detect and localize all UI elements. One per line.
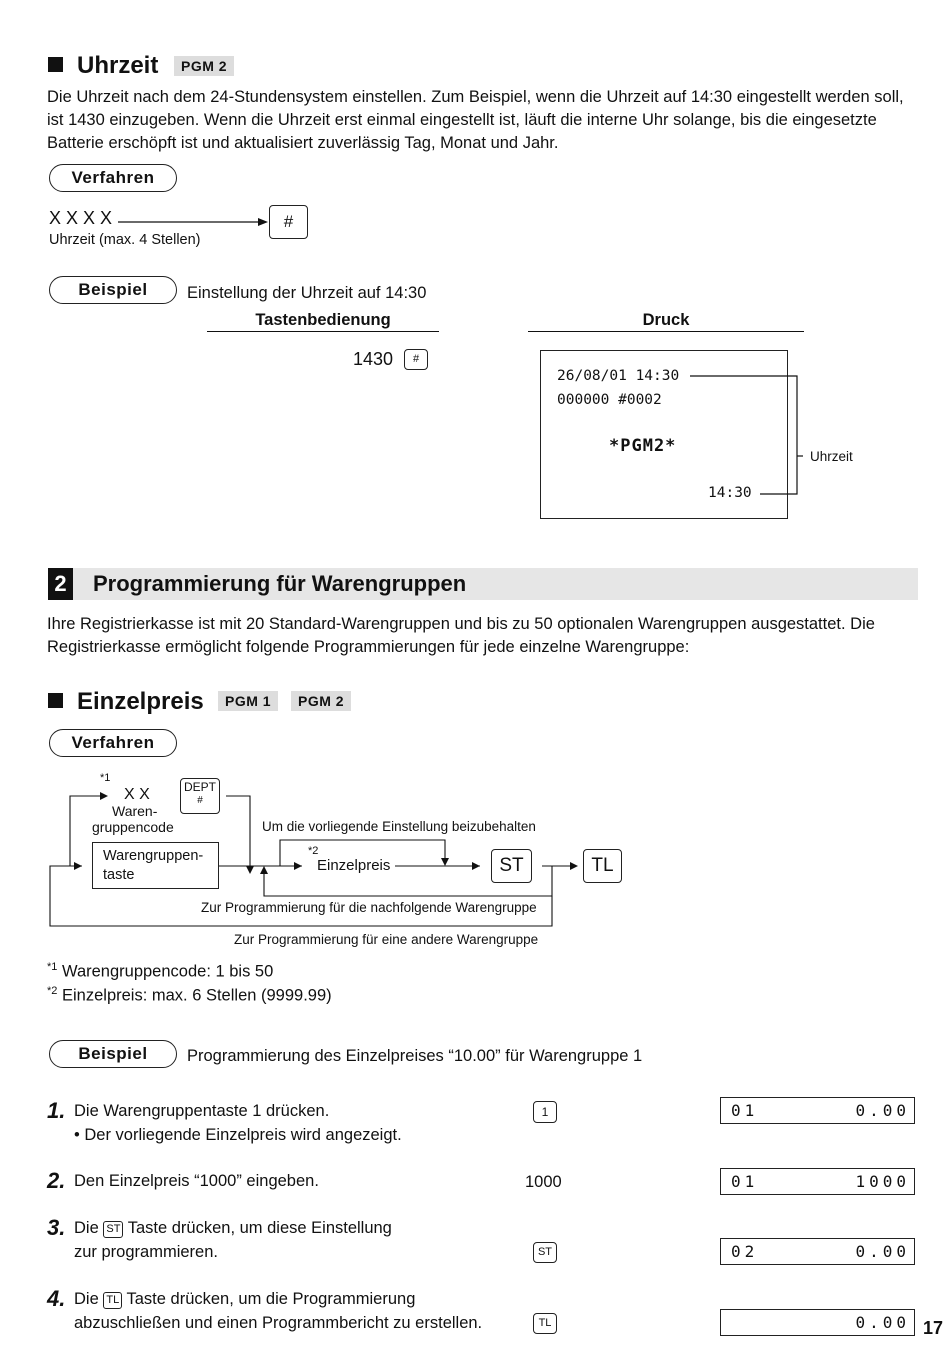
keep-label: Um die vorliegende Einstellung beizubehalten: [262, 819, 536, 834]
section-paragraph: Ihre Registrierkasse ist mit 20 Standard-Warengruppen und bis zu 50 optionalen Warengruppen ausgestattet. Die Registrierkasse ermöglicht folgende Programmierungen für jede einzelne Warengruppe:: [47, 615, 875, 656]
dept-key-hash: #: [197, 795, 203, 806]
xxxx-caption: Uhrzeit (max. 4 Stellen): [49, 232, 201, 248]
verfahren-label: Verfahren: [49, 164, 177, 192]
pgm2-badge: PGM 2: [174, 56, 234, 76]
einzelpreis-title: Einzelpreis: [77, 688, 204, 715]
step-4-pre: Die: [74, 1290, 99, 1308]
step-1-display-left: 01: [731, 1101, 759, 1120]
step-1-line-2: • Der vorliegende Einzelpreis wird angezeigt.: [74, 1126, 402, 1144]
step-2-line-1: Den Einzelpreis “1000” eingeben.: [74, 1172, 319, 1190]
hash-key-small: #: [404, 349, 428, 370]
footnote-2: [47, 985, 332, 1006]
step-4-line-2: abzuschließen und einen Programmbericht zu erstellen.: [74, 1314, 483, 1332]
step-4-key: TL: [533, 1313, 557, 1334]
beispiel-label-2: Beispiel: [49, 1040, 177, 1068]
pgm2-badge-b: PGM 2: [291, 691, 351, 711]
footnote-1-mark: *1: [47, 961, 58, 973]
xxxx-input: X X X X: [49, 208, 113, 228]
hash-key: #: [269, 205, 308, 239]
tl-key: TL: [583, 849, 622, 883]
step-3-key: ST: [533, 1242, 557, 1263]
taste-box: [92, 842, 219, 889]
footnote-mark-2: *2: [308, 845, 319, 857]
step-3-line-1: [74, 1219, 392, 1238]
step-1-key: 1: [533, 1101, 557, 1123]
tasten-value: 1430: [353, 349, 394, 369]
st-inline-key: ST: [103, 1221, 123, 1238]
step-4-line-1: [74, 1290, 415, 1309]
step-3-number: 3.: [47, 1215, 66, 1240]
step-2-display-right: 1000: [855, 1172, 910, 1191]
step-4-display-right: 0.00: [855, 1313, 910, 1332]
receipt-callout: Uhrzeit: [810, 449, 853, 464]
step-1-display: [720, 1097, 915, 1124]
step-3-display-right: 0.00: [855, 1242, 910, 1261]
other-group-label: Zur Programmierung für eine andere Warengruppe: [234, 932, 539, 947]
code-label-2: gruppencode: [92, 819, 174, 835]
step-3-display-left: 02: [731, 1242, 759, 1261]
step-2-display: [720, 1168, 915, 1195]
step-4-number: 4.: [47, 1286, 66, 1311]
xx-input: X X: [124, 786, 150, 803]
footnote-1-text: Warengruppencode: 1 bis 50: [62, 962, 274, 981]
receipt-line-2: 000000 #0002: [557, 392, 662, 408]
step-1-line-1: Die Warengruppentaste 1 drücken.: [74, 1102, 330, 1120]
uhrzeit-title: Uhrzeit: [77, 52, 159, 79]
step-2-number: 2.: [47, 1168, 66, 1193]
page-number: 17: [923, 1318, 944, 1338]
section-title: Programmierung für Warengruppen: [93, 571, 467, 596]
pgm1-badge: PGM 1: [218, 691, 278, 711]
footnote-2-mark: *2: [47, 985, 58, 997]
st-key: ST: [491, 849, 532, 883]
beispiel-text-2: Programmierung des Einzelpreises “10.00” für Warengruppe 1: [187, 1047, 643, 1065]
druck-header: Druck: [528, 311, 804, 332]
next-group-label: Zur Programmierung für die nachfolgende Warengruppe: [201, 900, 537, 915]
footnote-2-text: Einzelpreis: max. 6 Stellen (9999.99): [62, 986, 332, 1005]
taste-label-1: Warengruppen-: [103, 848, 204, 864]
step-3-post: Taste drücken, um diese Einstellung: [127, 1219, 392, 1237]
receipt-line-3: *PGM2*: [609, 436, 677, 456]
step-4-display: [720, 1309, 915, 1336]
footnote-mark-1: *1: [100, 772, 111, 784]
step-2-display-left: 01: [731, 1172, 759, 1191]
section-number: 2: [48, 568, 73, 600]
step-3-pre: Die: [74, 1219, 99, 1237]
uhrzeit-heading: [48, 52, 158, 80]
einzelpreis-heading: [48, 688, 204, 716]
footnote-1: [47, 961, 273, 982]
receipt-line-1: 26/08/01 14:30: [557, 368, 680, 384]
step-3-line-2: zur programmieren.: [74, 1243, 218, 1261]
code-label-1: Waren-: [112, 803, 158, 819]
uhrzeit-paragraph: Die Uhrzeit nach dem 24-Stundensystem einstellen. Zum Beispiel, wenn die Uhrzeit auf 14:30 eingestellt werden soll, ist 1430 einzugeben. Wenn die Uhrzeit erst einmal eingestellt ist, läuft die interne Uhr solange, bis die eingesetzte Batterie erschöpft ist und aktualisiert zuverlässig Tag, Monat und Jahr.: [47, 88, 904, 152]
tl-inline-key: TL: [103, 1292, 122, 1309]
square-bullet-icon: [48, 693, 63, 708]
arrow-icon: [118, 214, 268, 230]
dept-key: [180, 778, 220, 814]
step-1-display-right: 0.00: [855, 1101, 910, 1120]
verfahren-label-2: Verfahren: [49, 729, 177, 757]
step-3-display: [720, 1238, 915, 1265]
tasten-header: Tastenbedienung: [207, 311, 439, 332]
price-label: Einzelpreis: [317, 857, 391, 874]
step-1-number: 1.: [47, 1098, 66, 1123]
square-bullet-icon: [48, 57, 63, 72]
dept-key-label: DEPT: [183, 780, 216, 794]
receipt-line-4: 14:30: [708, 485, 752, 501]
step-4-post: Taste drücken, um die Programmierung: [126, 1290, 416, 1308]
callout-bracket: [690, 370, 805, 502]
beispiel-label-1: Beispiel: [49, 276, 177, 304]
taste-label-2: taste: [103, 867, 135, 883]
step-2-key: 1000: [525, 1173, 562, 1191]
beispiel-text-1: Einstellung der Uhrzeit auf 14:30: [187, 284, 427, 302]
